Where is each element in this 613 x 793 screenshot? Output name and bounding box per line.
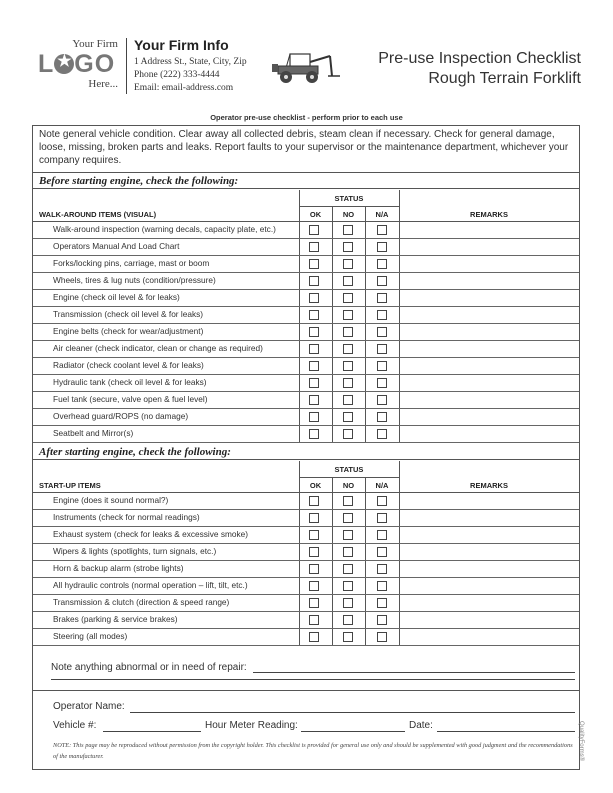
na-checkbox[interactable] bbox=[377, 259, 387, 269]
ok-checkbox[interactable] bbox=[309, 395, 319, 405]
remarks-cell[interactable] bbox=[400, 426, 579, 442]
header bbox=[0, 0, 613, 108]
hour-meter-label: Hour Meter Reading: bbox=[205, 720, 298, 731]
walkaround-item-label: Walk-around inspection (warning decals, capacity plate, etc.) bbox=[53, 224, 276, 234]
no-checkbox[interactable] bbox=[343, 564, 353, 574]
walkaround-item-label: Seatbelt and Mirror(s) bbox=[53, 428, 134, 438]
no-checkbox[interactable] bbox=[343, 361, 353, 371]
repair-label: Note anything abnormal or in need of repair: bbox=[51, 662, 247, 673]
na-checkbox[interactable] bbox=[377, 598, 387, 608]
remarks-cell[interactable] bbox=[400, 544, 579, 560]
remarks-cell[interactable] bbox=[400, 629, 579, 645]
walkaround-row bbox=[33, 256, 579, 273]
walkaround-item-label: Engine belts (check for wear/adjustment) bbox=[53, 326, 204, 336]
na-checkbox[interactable] bbox=[377, 293, 387, 303]
walkaround-item-label: Forks/locking pins, carriage, mast or boom bbox=[53, 258, 210, 268]
remarks-cell[interactable] bbox=[400, 222, 579, 238]
remarks-cell[interactable] bbox=[400, 273, 579, 289]
no-checkbox[interactable] bbox=[343, 496, 353, 506]
ok-checkbox[interactable] bbox=[309, 327, 319, 337]
walkaround-item-label: Hydraulic tank (check oil level & for leaks) bbox=[53, 377, 207, 387]
startup-row bbox=[33, 595, 579, 612]
ok-checkbox[interactable] bbox=[309, 429, 319, 439]
remarks-cell[interactable] bbox=[400, 561, 579, 577]
no-checkbox[interactable] bbox=[343, 378, 353, 388]
ok-checkbox[interactable] bbox=[309, 242, 319, 252]
startup-row bbox=[33, 578, 579, 595]
section-after-title: After starting engine, check the following: bbox=[33, 444, 579, 460]
no-checkbox[interactable] bbox=[343, 327, 353, 337]
form-subtitle: Operator pre-use checklist - perform prior to each use bbox=[210, 113, 403, 122]
walkaround-row bbox=[33, 273, 579, 290]
walkaround-row bbox=[33, 239, 579, 256]
walkaround-row bbox=[33, 375, 579, 392]
remarks-cell[interactable] bbox=[400, 612, 579, 628]
no-checkbox[interactable] bbox=[343, 581, 353, 591]
star-icon bbox=[54, 54, 74, 74]
na-checkbox[interactable] bbox=[377, 429, 387, 439]
remarks-cell[interactable] bbox=[400, 510, 579, 526]
ok-header: OK bbox=[309, 481, 322, 490]
ok-checkbox[interactable] bbox=[309, 293, 319, 303]
ok-checkbox[interactable] bbox=[309, 496, 319, 506]
no-checkbox[interactable] bbox=[343, 530, 353, 540]
section-before-title: Before starting engine, check the following: bbox=[33, 173, 579, 189]
startup-header bbox=[33, 461, 579, 493]
na-checkbox[interactable] bbox=[377, 412, 387, 422]
remarks-cell[interactable] bbox=[400, 493, 579, 509]
no-checkbox[interactable] bbox=[343, 242, 353, 252]
startup-items-header: START-UP ITEMS bbox=[39, 481, 101, 490]
logo-letters-go: GO bbox=[74, 50, 116, 78]
na-checkbox[interactable] bbox=[377, 547, 387, 557]
firm-logo bbox=[36, 38, 122, 94]
walkaround-items-header: WALK-AROUND ITEMS (VISUAL) bbox=[39, 210, 157, 219]
na-checkbox[interactable] bbox=[377, 530, 387, 540]
no-checkbox[interactable] bbox=[343, 429, 353, 439]
date-label: Date: bbox=[409, 720, 433, 731]
remarks-cell[interactable] bbox=[400, 527, 579, 543]
na-checkbox[interactable] bbox=[377, 361, 387, 371]
remarks-cell[interactable] bbox=[400, 341, 579, 357]
firm-divider bbox=[126, 38, 127, 94]
forklift-icon bbox=[270, 50, 342, 84]
na-checkbox[interactable] bbox=[377, 276, 387, 286]
walkaround-item-label: Fuel tank (secure, valve open & fuel level) bbox=[53, 394, 208, 404]
walkaround-row bbox=[33, 358, 579, 375]
date-field[interactable] bbox=[437, 731, 575, 732]
remarks-cell[interactable] bbox=[400, 595, 579, 611]
walkaround-row bbox=[33, 341, 579, 358]
startup-item-label: Exhaust system (check for leaks & excessive smoke) bbox=[53, 529, 249, 539]
startup-item-label: All hydraulic controls (normal operation – lift, tilt, etc.) bbox=[53, 580, 248, 590]
no-checkbox[interactable] bbox=[343, 632, 353, 642]
remarks-cell[interactable] bbox=[400, 256, 579, 272]
logo-letter-l: L bbox=[38, 50, 55, 78]
repair-line-1[interactable] bbox=[253, 672, 575, 673]
walkaround-item-label: Overhead guard/ROPS (no damage) bbox=[53, 411, 189, 421]
walkaround-row bbox=[33, 392, 579, 409]
no-checkbox[interactable] bbox=[343, 395, 353, 405]
repair-line-2[interactable] bbox=[51, 679, 575, 680]
startup-item-label: Transmission & clutch (direction & speed range) bbox=[53, 597, 230, 607]
remarks-cell[interactable] bbox=[400, 290, 579, 306]
remarks-cell[interactable] bbox=[400, 392, 579, 408]
walkaround-row bbox=[33, 222, 579, 239]
form-title-line1: Pre-use Inspection Checklist bbox=[378, 50, 581, 67]
walkaround-item-label: Wheels, tires & lug nuts (condition/pressure) bbox=[53, 275, 216, 285]
ok-checkbox[interactable] bbox=[309, 225, 319, 235]
ok-checkbox[interactable] bbox=[309, 547, 319, 557]
firm-email: Email: email-address.com bbox=[134, 83, 234, 93]
startup-row bbox=[33, 612, 579, 629]
no-checkbox[interactable] bbox=[343, 598, 353, 608]
ok-checkbox[interactable] bbox=[309, 530, 319, 540]
startup-item-label: Horn & backup alarm (strobe lights) bbox=[53, 563, 184, 573]
na-checkbox[interactable] bbox=[377, 615, 387, 625]
form-title bbox=[378, 49, 581, 89]
form-title-line2: Rough Terrain Forklift bbox=[428, 70, 581, 87]
ok-checkbox[interactable] bbox=[309, 513, 319, 523]
ok-checkbox[interactable] bbox=[309, 598, 319, 608]
vehicle-number-field[interactable] bbox=[103, 731, 201, 732]
remarks-cell[interactable] bbox=[400, 578, 579, 594]
na-checkbox[interactable] bbox=[377, 564, 387, 574]
remarks-cell[interactable] bbox=[400, 375, 579, 391]
ok-checkbox[interactable] bbox=[309, 378, 319, 388]
hour-meter-field[interactable] bbox=[301, 731, 405, 732]
na-checkbox[interactable] bbox=[377, 378, 387, 388]
status-label: STATUS bbox=[334, 465, 364, 474]
na-checkbox[interactable] bbox=[377, 496, 387, 506]
walkaround-item-label: Transmission (check oil level & for leaks) bbox=[53, 309, 204, 319]
startup-row bbox=[33, 629, 579, 646]
qualityforms-mark bbox=[578, 712, 595, 772]
startup-row bbox=[33, 493, 579, 510]
walkaround-row bbox=[33, 409, 579, 426]
walkaround-row bbox=[33, 426, 579, 443]
remarks-header: REMARKS bbox=[470, 481, 508, 490]
no-checkbox[interactable] bbox=[343, 293, 353, 303]
no-header: NO bbox=[342, 481, 355, 490]
remarks-header: REMARKS bbox=[470, 210, 508, 219]
ok-checkbox[interactable] bbox=[309, 412, 319, 422]
ok-checkbox[interactable] bbox=[309, 615, 319, 625]
no-header: NO bbox=[342, 210, 355, 219]
startup-item-label: Brakes (parking & service brakes) bbox=[53, 614, 178, 624]
startup-item-label: Wipers & lights (spotlights, turn signals, etc.) bbox=[53, 546, 217, 556]
walkaround-row bbox=[33, 307, 579, 324]
ok-checkbox[interactable] bbox=[309, 632, 319, 642]
na-checkbox[interactable] bbox=[377, 344, 387, 354]
na-checkbox[interactable] bbox=[377, 327, 387, 337]
startup-row bbox=[33, 561, 579, 578]
na-header: N/A bbox=[375, 210, 389, 219]
remarks-cell[interactable] bbox=[400, 324, 579, 340]
remarks-cell[interactable] bbox=[400, 307, 579, 323]
ok-checkbox[interactable] bbox=[309, 259, 319, 269]
logo-main-text bbox=[38, 50, 115, 79]
walkaround-item-label: Engine (check oil level & for leaks) bbox=[53, 292, 180, 302]
operator-name-label: Operator Name: bbox=[53, 701, 125, 712]
no-checkbox[interactable] bbox=[343, 513, 353, 523]
firm-name: Your Firm Info bbox=[134, 37, 229, 53]
status-label: STATUS bbox=[334, 194, 364, 203]
ok-checkbox[interactable] bbox=[309, 564, 319, 574]
walkaround-row bbox=[33, 290, 579, 307]
no-checkbox[interactable] bbox=[343, 259, 353, 269]
na-header: N/A bbox=[375, 481, 389, 490]
no-checkbox[interactable] bbox=[343, 615, 353, 625]
logo-top-text: Your Firm bbox=[72, 38, 118, 50]
na-checkbox[interactable] bbox=[377, 513, 387, 523]
no-checkbox[interactable] bbox=[343, 310, 353, 320]
na-checkbox[interactable] bbox=[377, 632, 387, 642]
startup-item-label: Engine (does it sound normal?) bbox=[53, 495, 169, 505]
walkaround-item-label: Operators Manual And Load Chart bbox=[53, 241, 180, 251]
vehicle-number-label: Vehicle #: bbox=[53, 720, 97, 731]
walkaround-row bbox=[33, 324, 579, 341]
firm-info bbox=[134, 37, 247, 95]
walkaround-item-label: Air cleaner (check indicator, clean or change as required) bbox=[53, 343, 263, 353]
checklist-form bbox=[32, 125, 580, 770]
startup-row bbox=[33, 527, 579, 544]
ok-checkbox[interactable] bbox=[309, 361, 319, 371]
no-checkbox[interactable] bbox=[343, 344, 353, 354]
no-checkbox[interactable] bbox=[343, 225, 353, 235]
startup-row bbox=[33, 544, 579, 561]
operator-name-field[interactable] bbox=[130, 712, 575, 713]
remarks-cell[interactable] bbox=[400, 239, 579, 255]
startup-item-label: Instruments (check for normal readings) bbox=[53, 512, 200, 522]
no-checkbox[interactable] bbox=[343, 276, 353, 286]
ok-checkbox[interactable] bbox=[309, 310, 319, 320]
remarks-cell[interactable] bbox=[400, 409, 579, 425]
no-checkbox[interactable] bbox=[343, 547, 353, 557]
ok-checkbox[interactable] bbox=[309, 581, 319, 591]
repair-notes-area bbox=[33, 646, 579, 691]
firm-phone: Phone (222) 333-4444 bbox=[134, 70, 220, 80]
logo-bottom-text: Here... bbox=[88, 78, 118, 90]
na-checkbox[interactable] bbox=[377, 395, 387, 405]
ok-checkbox[interactable] bbox=[309, 276, 319, 286]
startup-row bbox=[33, 510, 579, 527]
ok-checkbox[interactable] bbox=[309, 344, 319, 354]
qualityforms-text: QualityForms® bbox=[578, 720, 585, 762]
walkaround-header bbox=[33, 190, 579, 222]
ok-header: OK bbox=[309, 210, 322, 219]
na-checkbox[interactable] bbox=[377, 310, 387, 320]
firm-address: 1 Address St., State, City, Zip bbox=[134, 57, 247, 67]
walkaround-item-label: Radiator (check coolant level & for leaks) bbox=[53, 360, 204, 370]
disclaimer: NOTE: This page may be reproduced without permission from the copyright holder. This checklist is provided for general use only and should be supplemented with good judgment and the recommendations of the manufacturer. bbox=[53, 742, 573, 760]
na-checkbox[interactable] bbox=[377, 242, 387, 252]
startup-item-label: Steering (all modes) bbox=[53, 631, 128, 641]
general-note: Note general vehicle condition. Clear away all collected debris, steam clean if necessary. Check for general damage, loose, missing, broken parts and leaks. Report faults to your supervisor or the maintenance department, whichever your company requires. bbox=[33, 126, 579, 173]
na-checkbox[interactable] bbox=[377, 225, 387, 235]
remarks-cell[interactable] bbox=[400, 358, 579, 374]
na-checkbox[interactable] bbox=[377, 581, 387, 591]
no-checkbox[interactable] bbox=[343, 412, 353, 422]
